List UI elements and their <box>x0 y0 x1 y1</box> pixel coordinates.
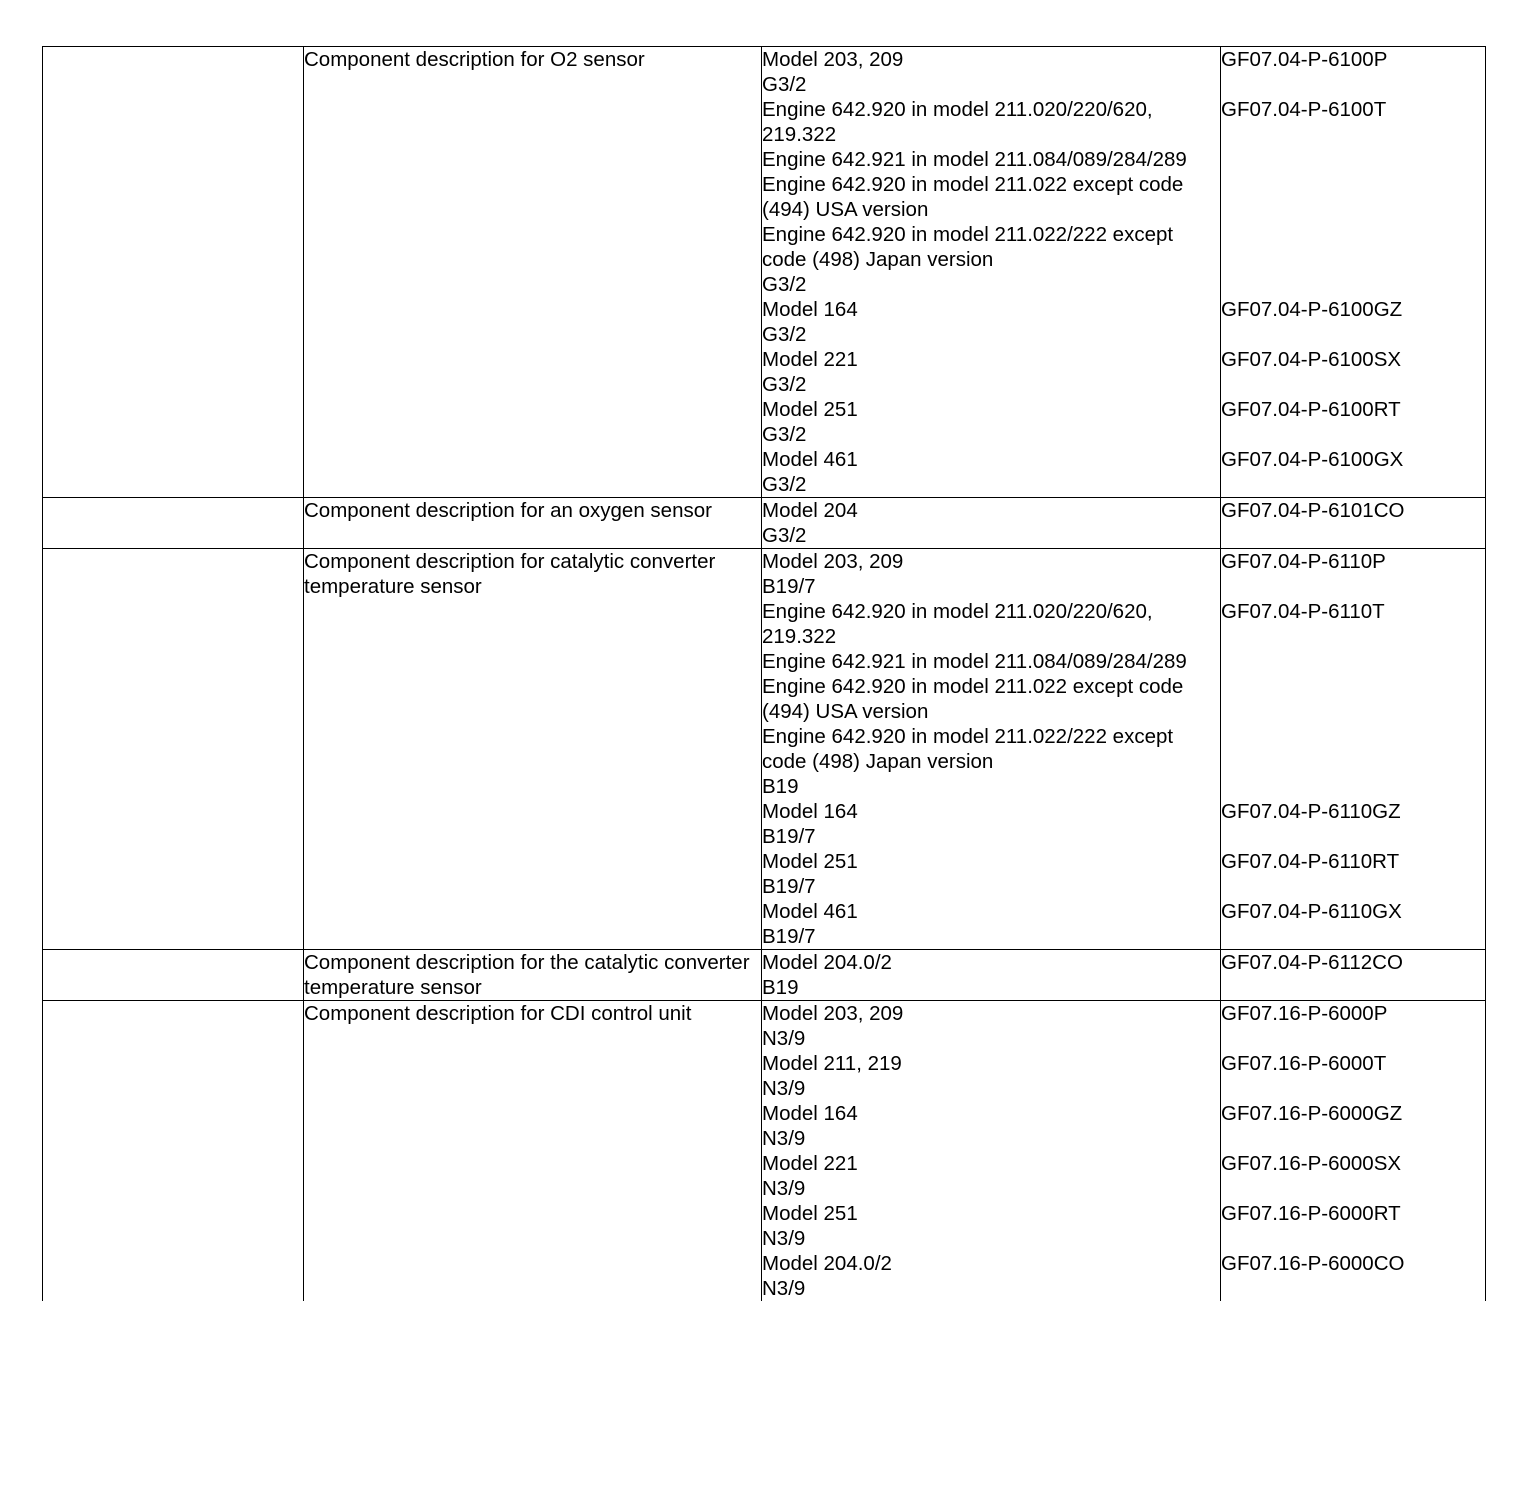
document-number: GF07.04-P-6100GZ <box>1221 298 1403 321</box>
document-number: GF07.04-P-6100P <box>1221 48 1388 71</box>
validity-line: Model 204 <box>762 499 858 522</box>
validity-line: Model 164 <box>762 298 858 321</box>
document-number-cell <box>1221 1201 1486 1251</box>
document-number-cell <box>1221 498 1486 549</box>
table-row <box>43 1051 1486 1101</box>
blank-cell <box>43 498 304 549</box>
validity-line: Model 461 <box>762 448 858 471</box>
validity-line: N3/9 <box>762 1077 806 1100</box>
table-row <box>43 1101 1486 1151</box>
validity-line: Model 204.0/2 <box>762 951 892 974</box>
description-cell <box>304 549 762 600</box>
validity-line: Engine 642.920 in model 211.022/222 except code (498) Japan version <box>762 223 1174 271</box>
validity-cell <box>762 1101 1221 1151</box>
table-row <box>43 447 1486 498</box>
document-number-cell <box>1221 1051 1486 1101</box>
description-cell <box>304 599 762 799</box>
document-number-cell <box>1221 849 1486 899</box>
validity-line: Model 221 <box>762 348 858 371</box>
component-description: Component description for catalytic converter temperature sensor <box>304 550 716 598</box>
validity-cell <box>762 397 1221 447</box>
validity-cell <box>762 447 1221 498</box>
document-number-cell <box>1221 1001 1486 1052</box>
document-number: GF07.16-P-6000SX <box>1221 1152 1402 1175</box>
description-cell <box>304 397 762 447</box>
validity-line: Model 211, 219 <box>762 1052 902 1075</box>
validity-line: B19/7 <box>762 875 816 898</box>
validity-line: Engine 642.920 in model 211.020/220/620, 219.322 <box>762 600 1153 648</box>
validity-line: N3/9 <box>762 1277 806 1300</box>
table-row <box>43 899 1486 950</box>
description-cell <box>304 1051 762 1101</box>
validity-line: G3/2 <box>762 373 807 396</box>
blank-cell <box>43 447 304 498</box>
validity-line: N3/9 <box>762 1227 806 1250</box>
blank-cell <box>43 1151 304 1201</box>
validity-line: Model 251 <box>762 398 858 421</box>
description-cell <box>304 899 762 950</box>
blank-cell <box>43 347 304 397</box>
validity-cell <box>762 899 1221 950</box>
description-cell <box>304 799 762 849</box>
validity-line: N3/9 <box>762 1127 806 1150</box>
table-row <box>43 1201 1486 1251</box>
document-number: GF07.04-P-6110RT <box>1221 850 1400 873</box>
description-cell <box>304 447 762 498</box>
validity-line: B19 <box>762 976 799 999</box>
table-row <box>43 297 1486 347</box>
description-cell <box>304 950 762 1001</box>
document-number-cell <box>1221 97 1486 297</box>
validity-line: N3/9 <box>762 1027 806 1050</box>
description-cell <box>304 1201 762 1251</box>
validity-line: Engine 642.921 in model 211.084/089/284/289 <box>762 148 1187 171</box>
table-row <box>43 347 1486 397</box>
validity-line: B19/7 <box>762 925 816 948</box>
document-number-cell <box>1221 397 1486 447</box>
document-number: GF07.04-P-6110T <box>1221 600 1385 623</box>
document-number: GF07.04-P-6100GX <box>1221 448 1404 471</box>
table-body <box>43 47 1486 1302</box>
validity-line: Model 164 <box>762 800 858 823</box>
table-row <box>43 1151 1486 1201</box>
validity-line: G3/2 <box>762 73 807 96</box>
description-cell <box>304 1101 762 1151</box>
table-row <box>43 549 1486 600</box>
validity-line: Engine 642.920 in model 211.022/222 except code (498) Japan version <box>762 725 1174 773</box>
validity-cell <box>762 799 1221 849</box>
validity-line: Model 461 <box>762 900 858 923</box>
validity-cell <box>762 47 1221 98</box>
validity-line: G3/2 <box>762 273 807 296</box>
validity-line: Model 251 <box>762 1202 858 1225</box>
document-number: GF07.16-P-6000P <box>1221 1002 1388 1025</box>
blank-cell <box>43 47 304 98</box>
document-number: GF07.16-P-6000CO <box>1221 1252 1405 1275</box>
table-row <box>43 849 1486 899</box>
table-row <box>43 1251 1486 1301</box>
validity-line: Model 203, 209 <box>762 550 904 573</box>
document-number-cell <box>1221 599 1486 799</box>
blank-cell <box>43 297 304 347</box>
document-number-cell <box>1221 297 1486 347</box>
blank-cell <box>43 1101 304 1151</box>
document-number: GF07.04-P-6101CO <box>1221 499 1405 522</box>
validity-cell <box>762 1001 1221 1052</box>
document-number-cell <box>1221 899 1486 950</box>
description-cell <box>304 297 762 347</box>
validity-line: G3/2 <box>762 524 807 547</box>
blank-cell <box>43 1201 304 1251</box>
document-number: GF07.16-P-6000RT <box>1221 1202 1401 1225</box>
validity-line: Model 203, 209 <box>762 1002 904 1025</box>
table-row <box>43 97 1486 297</box>
document-number: GF07.16-P-6000GZ <box>1221 1102 1403 1125</box>
validity-line: B19 <box>762 775 799 798</box>
validity-line: G3/2 <box>762 323 807 346</box>
validity-cell <box>762 97 1221 297</box>
document-number-cell <box>1221 347 1486 397</box>
document-number: GF07.04-P-6110P <box>1221 550 1386 573</box>
validity-cell <box>762 498 1221 549</box>
validity-line: Engine 642.920 in model 211.022 except code (494) USA version <box>762 173 1184 221</box>
validity-line: Model 251 <box>762 850 858 873</box>
component-description: Component description for O2 sensor <box>304 48 645 71</box>
validity-cell <box>762 549 1221 600</box>
document-number: GF07.04-P-6100T <box>1221 98 1387 121</box>
validity-line: G3/2 <box>762 473 807 496</box>
description-cell <box>304 849 762 899</box>
validity-line: N3/9 <box>762 1177 806 1200</box>
document-number-cell <box>1221 799 1486 849</box>
description-cell <box>304 1001 762 1052</box>
document-number-cell <box>1221 1151 1486 1201</box>
validity-line: B19/7 <box>762 575 816 598</box>
validity-cell <box>762 599 1221 799</box>
description-cell <box>304 347 762 397</box>
validity-cell <box>762 347 1221 397</box>
document-number-cell <box>1221 1251 1486 1301</box>
validity-cell <box>762 1051 1221 1101</box>
validity-line: Engine 642.921 in model 211.084/089/284/289 <box>762 650 1187 673</box>
blank-cell <box>43 899 304 950</box>
document-number-cell <box>1221 447 1486 498</box>
document-number-cell <box>1221 1101 1486 1151</box>
validity-cell <box>762 1151 1221 1201</box>
document-number: GF07.04-P-6110GX <box>1221 900 1402 923</box>
table-row <box>43 599 1486 799</box>
validity-cell <box>762 297 1221 347</box>
validity-line: Model 221 <box>762 1152 858 1175</box>
document-number: GF07.04-P-6100SX <box>1221 348 1402 371</box>
blank-cell <box>43 97 304 297</box>
component-description: Component description for an oxygen sensor <box>304 499 712 522</box>
document-number-cell <box>1221 549 1486 600</box>
validity-line: Model 204.0/2 <box>762 1252 892 1275</box>
component-description: Component description for the catalytic converter temperature sensor <box>304 951 750 999</box>
document-number-cell <box>1221 950 1486 1001</box>
table-row <box>43 47 1486 98</box>
description-cell <box>304 1251 762 1301</box>
table-row <box>43 1001 1486 1052</box>
blank-cell <box>43 1251 304 1301</box>
table-row <box>43 799 1486 849</box>
blank-cell <box>43 397 304 447</box>
validity-line: Model 203, 209 <box>762 48 904 71</box>
validity-line: B19/7 <box>762 825 816 848</box>
validity-cell <box>762 1201 1221 1251</box>
document-number: GF07.04-P-6112CO <box>1221 951 1403 974</box>
document-number: GF07.16-P-6000T <box>1221 1052 1387 1075</box>
blank-cell <box>43 1001 304 1052</box>
blank-cell <box>43 799 304 849</box>
validity-cell <box>762 1251 1221 1301</box>
description-cell <box>304 498 762 549</box>
document-number: GF07.04-P-6110GZ <box>1221 800 1401 823</box>
validity-line: G3/2 <box>762 423 807 446</box>
validity-line: Model 164 <box>762 1102 858 1125</box>
blank-cell <box>43 849 304 899</box>
component-reference-table <box>42 46 1486 1301</box>
validity-line: Engine 642.920 in model 211.020/220/620, 219.322 <box>762 98 1153 146</box>
description-cell <box>304 47 762 98</box>
blank-cell <box>43 1051 304 1101</box>
document-number-cell <box>1221 47 1486 98</box>
component-description: Component description for CDI control unit <box>304 1002 692 1025</box>
table-row <box>43 950 1486 1001</box>
blank-cell <box>43 549 304 600</box>
document-number: GF07.04-P-6100RT <box>1221 398 1401 421</box>
validity-line: Engine 642.920 in model 211.022 except code (494) USA version <box>762 675 1184 723</box>
description-cell <box>304 1151 762 1201</box>
validity-cell <box>762 849 1221 899</box>
validity-cell <box>762 950 1221 1001</box>
blank-cell <box>43 950 304 1001</box>
description-cell <box>304 97 762 297</box>
blank-cell <box>43 599 304 799</box>
table-row <box>43 397 1486 447</box>
table-row <box>43 498 1486 549</box>
